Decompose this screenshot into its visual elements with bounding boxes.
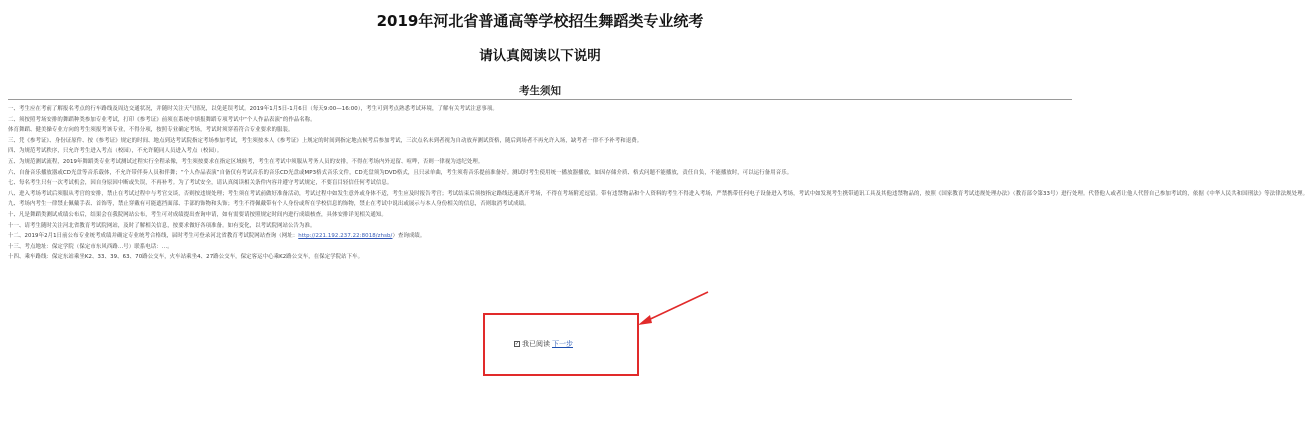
notice-item: 六、自备音乐播放器或CD光盘等音乐载体，不允许带伴奏人员和伴舞；“个人作品表演”自备仅有考试音乐的音乐CD光盘或MP3格式音乐文件，CD光盘须为DVD格式，且只录单曲，考生须将音乐提前准备好。测试时考生使用统一播放器播放，如因存储介质、格式问题不能播放，责任自负，不能播放时，可以运行备用音乐。	[8, 169, 793, 176]
notice-item: 十一、请考生随时关注河北省教育考试院网站，及时了解相关信息，按要求做好各项准备。如有变化，以考试院网站公告为准。	[8, 222, 316, 229]
read-checkbox[interactable]: ✓	[514, 341, 520, 347]
next-step-link[interactable]: 下一步	[552, 340, 573, 348]
notice-item: 十四、乘车路线：保定东站乘坐K2、33、39、63、70路公交车，火车站乘坐4、27路公交车，保定客运中心乘K2路公交车，在保定学院站下车。	[8, 254, 364, 261]
confirm-row	[514, 339, 573, 349]
notice-item: 十、凡是舞蹈类测试成绩公布后，结果会在我院网站公布，考生可对成绩提出查询申请，如有需要请按照规定时间内进行成绩核查，具体安排详见相关通知。	[8, 211, 387, 218]
notice-heading: 考生须知	[519, 85, 561, 97]
notice-item: 三、凭《参考证》、身份证原件、按《参考证》规定的时间、地点到达考试院指定考场参加考试，考生须按本人《参考证》上规定的时间到指定地点候考后参加考试，三次点名未到者视为自动放弃测试资格，随后到场者不再允许入场，缺考者一律不予补考和退费。	[8, 137, 643, 144]
notice-item: 体育舞蹈、健美操专业方向的考生须报考该专业，不得分项，按照专业确定考场，考试时须穿着符合专业要求的服装。	[8, 127, 294, 134]
notice-item: 一、考生应在考前了解报名考点的行车路线及周边交通状况，并随时关注天气情况，以免延误考试。2019年1月5日-1月6日（每天9:00—16:00），考生可到考点熟悉考试环境，了解有关考试注意事项。	[8, 106, 498, 112]
notice-item: 二、须按照考场安排的舞蹈种类参加专业考试，打印《参考证》前须在系统中填报舞蹈专项考试中“个人作品表演”的作品名称。	[8, 116, 316, 123]
score-query-link[interactable]: http://221.192.237.22:8018/zhsb/	[298, 233, 393, 240]
read-label: 我已阅读	[522, 340, 550, 348]
page-subtitle: 请认真阅读以下说明	[479, 48, 601, 64]
pointer-arrow-icon	[630, 290, 710, 330]
notice-item: 九、考场内考生一律禁止佩戴手表、首饰等，禁止穿戴有可能遮挡面部、手部的饰物和头饰；考生不得佩戴带有个人身份或所在学校信息的饰物，禁止在考试中说出或展示与本人身份相关的信息，否则取消考试成绩。	[8, 201, 530, 208]
heading-divider	[8, 99, 1072, 100]
notice-item: 十三、考点地址：保定学院（保定市东风西路…号）联系电话：…。	[8, 243, 173, 250]
notice-item: 七、每名考生只有一次考试机会，因自身原因中断或失误，不再补考。为了考试安全，请认真阅读相关条件内容并遵守考试规定，不要盲目轻信任何考试信息。	[8, 180, 393, 187]
notice-item: 五、为规范测试流程，2019年舞蹈类专业考试测试过程实行全程录像，考生须按要求在指定区域候考，考生在考试中须服从考务人员的安排，不得在考场内外逗留、喧哗，否则一律视为违纪处理。	[8, 158, 484, 165]
notice-item-text: 十二、2019年2月1日前公布专业统考成绩并确定专业统考合格线，届时考生可登录河北省教育考试院网站查询（网址：	[8, 233, 299, 240]
page-title: 2019年河北省普通高等学校招生舞蹈类专业统考	[376, 12, 704, 30]
notice-list	[8, 104, 1308, 263]
notice-item-score-query	[8, 231, 1078, 242]
notice-item: 四、为规范考试秩序，只允许考生进入考点（校园），不允许随同人员进入考点（校园）。	[8, 148, 223, 155]
notice-item-suffix: ）查询成绩。	[392, 233, 426, 240]
notice-item: 八、进入考场考试后须服从考官的安排，禁止在考试过程中与考官交谈，否则按违规处理；考生须在考试前做好准备活动，考试过程中如发生意外或身体不适，考生应及时报告考官；考试结束后须按指定路线迅速离开考场，不得在考场附近逗留。带有违禁物品和个人资料的考生不得进入考场，严禁携带任何电子设备进入考场，考试中如发现考生携带通讯工具及其他违禁物品的，按照《国家教育考试违规处理办法》（教育部令第33号）进行处理。代替他人或者让他人代替自己参加考试的，依据《中华人民共和国刑法》等法律法规处理。	[8, 190, 1308, 197]
